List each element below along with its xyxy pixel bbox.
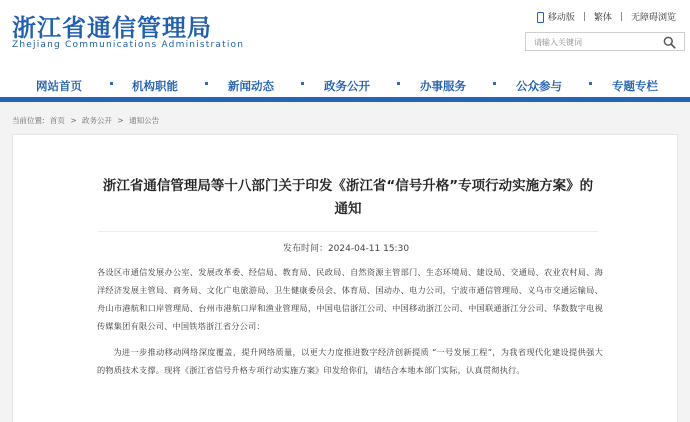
title-divider [98,231,598,232]
breadcrumb-label: 当前位置: [12,116,45,125]
breadcrumb-separator: > [70,116,77,125]
nav-services[interactable]: 办事服务 [420,79,466,93]
accessibility-link[interactable]: 无障碍浏览 [630,13,676,23]
nav-news[interactable]: 新闻动态 [228,79,274,93]
article-paragraph-recipients: 各设区市通信发展办公室、发展改革委、经信局、教育局、民政局、自然资源主管部门、生态环境局、建设局、交通局、农业农村局、海洋经济发展主管局、商务局、文化广电旅游局、卫生健康委员会、体育局、国动办、电力公司，宁波市通信管理局、义乌市交通运输局、舟山市港航和口岸管理局、台州市港航口岸和渔业管理局，中国电信浙江公司、中国移动浙江公司、中国联通浙江分公司、华数数字电视传媒集团有限公司、中国铁塔浙江省分公司： [97,267,603,331]
nav-separator [493,82,496,85]
nav-topics[interactable]: 专题专栏 [612,79,658,93]
breadcrumb [12,115,162,126]
nav-separator [589,82,592,85]
search-box [525,32,685,51]
mobile-phone-icon [537,12,544,23]
article-paragraph-body: 为进一步推动移动网络深度覆盖，提升网络质量，以更大力度推进数字经济创新提质 “一号发展工程”，为我省现代化建设提供强大的物质技术支撑。现将《浙江省信号升格专项行动实施方案》印发给你们，请结合本地本部门实际，认真贯彻执行。 [97,347,603,375]
divider: | [619,11,623,22]
breadcrumb-separator: > [117,116,124,125]
nav-home[interactable]: 网站首页 [36,79,82,93]
top-links [537,10,676,23]
breadcrumb-notices[interactable]: 通知公告 [129,116,160,125]
traditional-chinese-link[interactable]: 繁体 [593,13,612,23]
breadcrumb-home[interactable]: 首页 [49,116,65,125]
nav-underline-bar [0,97,690,102]
site-header [0,0,690,70]
nav-gov-affairs[interactable]: 政务公开 [324,79,370,93]
nav-participation[interactable]: 公众参与 [516,79,562,93]
mobile-version-link[interactable]: 移动版 [547,13,575,23]
search-icon[interactable] [663,36,676,49]
nav-separator [397,82,400,85]
nav-separator [301,82,304,85]
article-title: 浙江省通信管理局等十八部门关于印发《浙江省“信号升格”专项行动实施方案》的通知 [102,178,594,217]
site-logo-subtitle: Zhejiang Communications Administration [12,40,245,50]
nav-functions[interactable]: 机构职能 [132,79,178,93]
publish-date: 发布时间：2024-04-11 15:30 [282,244,410,254]
article-card [12,134,678,422]
breadcrumb-gov-affairs[interactable]: 政务公开 [82,116,112,125]
divider: | [582,11,586,22]
site-logo-title[interactable]: 浙江省通信管理局 [12,13,212,42]
search-input[interactable] [534,36,654,48]
nav-separator [205,82,208,85]
nav-separator [110,82,113,85]
